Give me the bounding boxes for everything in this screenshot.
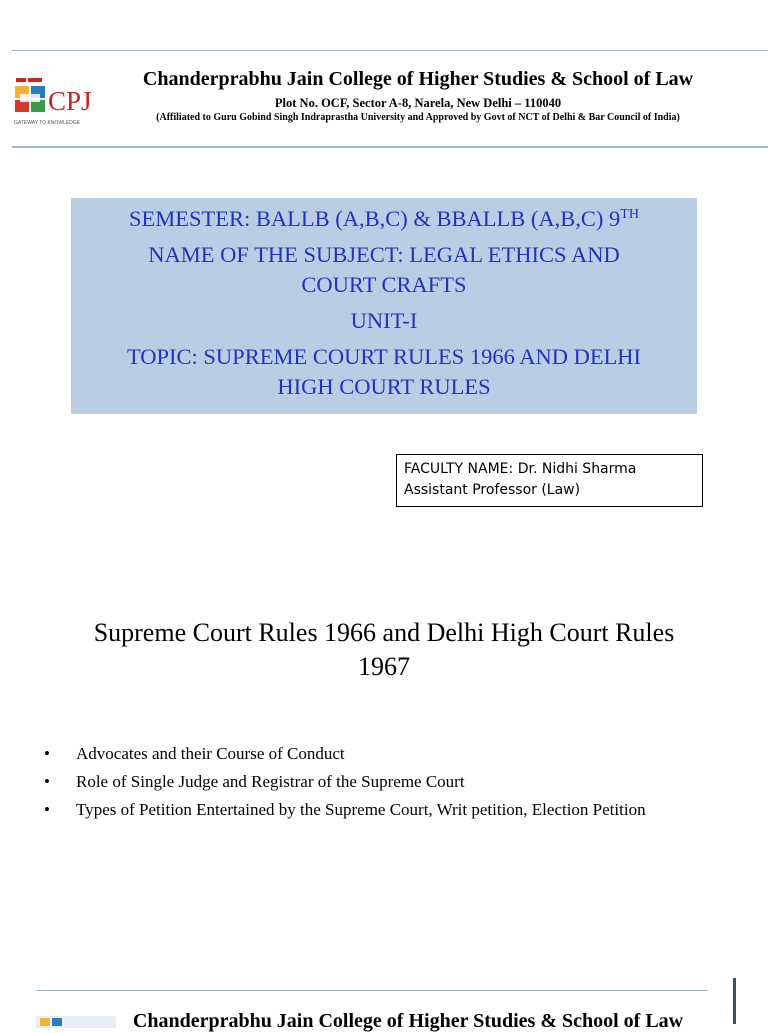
logo-tagline: GATEWAY TO KNOWLEDGE [14, 120, 81, 126]
bullet-icon: • [44, 772, 50, 791]
topic-bullet-list [42, 742, 722, 826]
header-top-rule [12, 50, 768, 51]
subject-line-2: COURT CRAFTS [301, 272, 467, 297]
semester-superscript: TH [620, 207, 639, 222]
bullet-icon: • [44, 800, 50, 819]
semester-line: SEMESTER: BALLB (A,B,C) & BBALLB (A,B,C) 9TH [129, 206, 639, 231]
faculty-box [396, 454, 703, 507]
slide-heading [40, 616, 728, 684]
list-item: • Types of Petition Entertained by the Supreme Court, Writ petition, Election Petition [44, 800, 646, 819]
course-title-box [71, 198, 697, 414]
college-address: Plot No. OCF, Sector A-8, Narela, New Delhi – 110040 [274, 96, 562, 110]
topic-line-2: HIGH COURT RULES [277, 374, 491, 399]
college-logo [12, 74, 102, 128]
header-bottom-rule [12, 146, 768, 148]
next-page-top-rule [36, 990, 708, 991]
topic-line-1: TOPIC: SUPREME COURT RULES 1966 AND DELHI [126, 344, 642, 369]
faculty-designation: Assistant Professor (Law) [404, 482, 581, 498]
heading-line-1: Supreme Court Rules 1966 and Delhi High Court Rules [93, 618, 675, 647]
list-item: • Advocates and their Course of Conduct [44, 744, 345, 763]
logo-text: CPJ [48, 86, 92, 116]
list-item: • Role of Single Judge and Registrar of the Supreme Court [44, 772, 465, 791]
heading-line-2: 1967 [358, 652, 410, 681]
subject-line-1: NAME OF THE SUBJECT: LEGAL ETHICS AND [148, 242, 620, 267]
next-page-logo [36, 1016, 116, 1028]
faculty-name: FACULTY NAME: Dr. Nidhi Sharma [404, 461, 637, 477]
bullet-icon: • [44, 744, 50, 763]
college-affiliation: (Affiliated to Guru Gobind Singh Indraprastha University and Approved by Govt of NCT of Delhi & Bar Council of India) [156, 112, 680, 123]
unit-line: UNIT-I [350, 308, 418, 333]
college-name: Chanderprabhu Jain College of Higher Studies & School of Law [142, 68, 694, 90]
next-page-college-name: Chanderprabhu Jain College of Higher Studies & School of Law [132, 1010, 684, 1032]
page-edge-bar [733, 978, 736, 1024]
